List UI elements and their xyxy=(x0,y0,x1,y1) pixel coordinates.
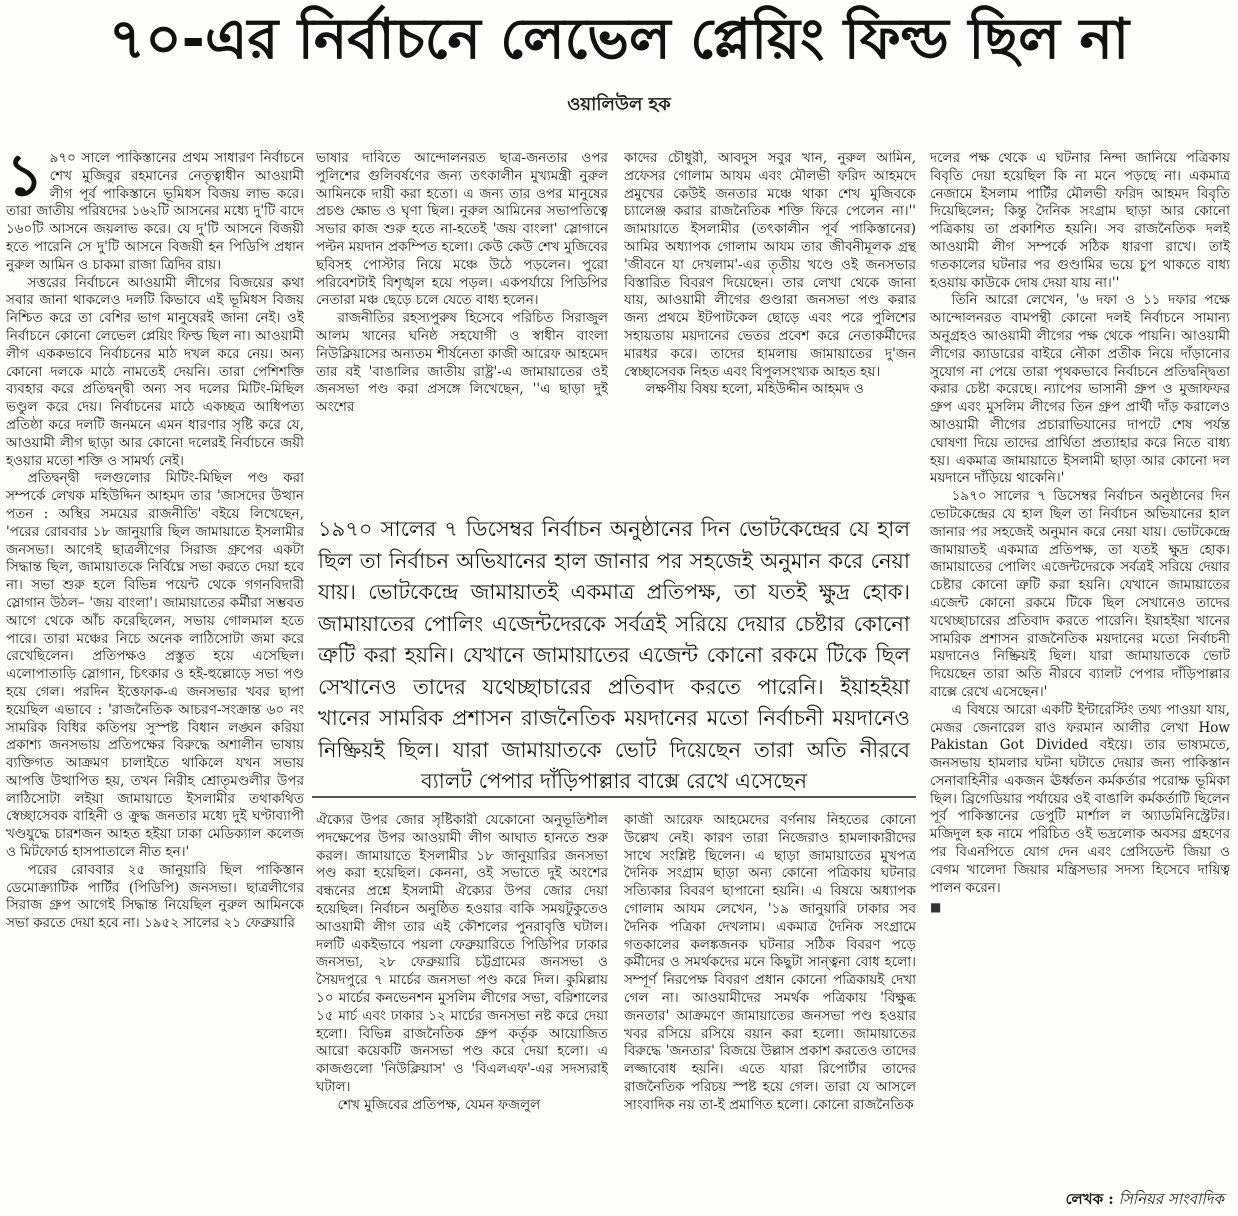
paragraph: ১৯৭০ সালের ৭ ডিসেম্বর নির্বাচন অনুষ্ঠানের দিন ভোটকেন্দ্রের যে হাল ছিল তা নির্বাচন অভিযানের হাল জানার পর সহজেই অনুমান করে নেয়া যায়। ভোটকেন্দ্রে জামায়াতই একমাত্র প্রতিপক্ষ, তা যতই ক্ষুদ্র হোক। জামায়াতের পোলিং এজেন্টদেরকে সর্বত্রই সরিয়ে দেয়ার চেষ্টার কোনো ত্রুটি করা হয়নি। যেখানে জামায়াতের এজেন্ট কোনো রকমে টিকে ছিল সেখানেও তাদের যথেচ্ছাচারের প্রতিবাদ করতে পারেনি। ইয়াহইয়া খানের সামরিক প্রশাসন রাজনৈতিক ময়দানের মতো নির্বাচনী ময়দানেও নিষ্ক্রিয়ই ছিল। যারা জামায়াতকে ভোট দিয়েছেন তারা অতি নীরবে ব্যালট পেপার দাঁড়িপাল্লার বাক্সে রেখে এসেছেন।' xyxy=(930,488,1230,700)
end-mark-icon: ■ xyxy=(930,900,942,915)
article-column-3-top xyxy=(624,150,916,502)
byline: ওয়ালিউল হক xyxy=(567,94,671,115)
article-column-3-bottom xyxy=(624,812,916,1197)
pull-quote xyxy=(312,506,916,798)
paragraph: পরের রোববার ২৫ জানুয়ারি ছিল পাকিস্তান ডেমোক্র্যাটিক পার্টির (পিডিপি) জনসভা। ছাত্রলীগের সিরাজ গ্রুপ আগেই সিদ্ধান্ত নিয়েছিল নুরুল আমিনকে সভা করতে দেয়া হবে না। ১৯৫২ সালের ২১ ফেব্রুয়ারি xyxy=(6,861,304,932)
paragraph: কাজী আরেফ আহমেদের বর্ণনায় নিহতের কোনো উল্লেখ নেই। কারণ তারা নিজেরাও হামলাকারীদের সাথে সংশ্লিষ্ট ছিলেন। এ ছাড়া জামায়াতের মুখপত্র দৈনিক সংগ্রাম ছাড়া অন্য কোনো পত্রিকায় ঘটনার সত্যিকার বিবরণ ছাপানো হয়নি। এ বিষয়ে অধ্যাপক গোলাম আযম লেখেন, '১৯ জানুয়ারি ঢাকার সব দৈনিক পত্রিকা দেখলাম। একমাত্র দৈনিক সংগ্রামে গতকালের কলঙ্কজনক ঘটনার সঠিক বিবরণ পড়ে কর্মীদের ও সমর্থকদের মনে কিছুটা সান্ত্বনা বোধ হলো। সম্পূর্ণ নিরপেক্ষ বিবরণ প্রধান কোনো পত্রিকায়ই দেখা গেল না। আওয়ামীদের সমর্থক পত্রিকায় 'বিক্ষুব্ধ জনতার' আক্রমণে জামায়াতের জনসভা পণ্ড হওয়ার খবর রসিয়ে রসিয়ে বয়ান করা হলো। জামায়াতের বিরুদ্ধে 'জনতার' বিজয়ে উল্লাস প্রকাশ করতেও তাদের লজ্জাবোধ হয়নি। এতে যারা রিপোর্টার তাদের রাজনৈতিক পরিচয় স্পষ্ট হয়ে গেল। তারা যে আসলে সাংবাদিক নয় তা-ই প্রমাণিত হলো। কোনো রাজনৈতিক xyxy=(624,812,916,1113)
paragraph: দলের পক্ষ থেকে এ ঘটনার নিন্দা জানিয়ে পত্রিকায় বিবৃতি দেয়া হয়েছিল কি না মনে পড়ছে না। একমাত্র নেজামে ইসলাম পার্টির মৌলভী ফরিদ আহমদ বিবৃতি দিয়েছিলেন; কিন্তু দৈনিক সংগ্রাম ছাড়া আর কোনো পত্রিকায় তা প্রকাশিত হয়নি। সব রাজনৈতিক দলই আওয়ামী লীগ সম্পর্কে সঠিক ধারণা রাখে। তাই গতকালের ঘটনার পর গুণ্ডামির ভয়ে চুপ থাকতে বাধ্য হওয়ায় কাউকে দোষ দেয়া যায় না।'' xyxy=(930,150,1230,291)
pull-quote-text: ১৯৭০ সালের ৭ ডিসেম্বর নির্বাচন অনুষ্ঠানের দিন ভোটকেন্দ্রের যে হাল ছিল তা নির্বাচন অভিযানের হাল জানার পর সহজেই অনুমান করে নেয়া যায়। ভোটকেন্দ্রে জামায়াতই একমাত্র প্রতিপক্ষ, তা যতই ক্ষুদ্র হোক। জামায়াতের পোলিং এজেন্টদেরকে সর্বত্রই সরিয়ে দেয়ার চেষ্টার কোনো ত্রুটি করা হয়নি। যেখানে জামায়াতের এজেন্ট কোনো রকমে টিকে ছিল সেখানেও তাদের যথেচ্ছাচারের প্রতিবাদ করতে পারেনি। ইয়াহইয়া খানের সামরিক প্রশাসন রাজনৈতিক ময়দানের মতো নির্বাচনী ময়দানেও নিষ্ক্রিয়ই ছিল। যারা জামায়াতকে ভোট দিয়েছেন তারা অতি নীরবে ব্যালট পেপার দাঁড়িপাল্লার বাক্সে রেখে এসেছেন xyxy=(318,517,910,793)
article-column-2-bottom xyxy=(316,812,608,1197)
paragraph: সত্তরের নির্বাচনে আওয়ামী লীগের বিজয়ের কথা সবার জানা থাকলেও দলটি কিভাবে এই ভূমিধস বিজয় নিশ্চিত করে তা বেশির ভাগ মানুষেরই জানা নেই। ওই নির্বাচনে কোনো লেভেল প্লেয়িং ফিল্ড ছিল না। আওয়ামী লীগ এককভাবে নির্বাচনের মাঠ দখল করে নেয়। অন্য কোনো দলকে মাঠে নামতেই দেয়নি। তারা পেশিশক্তি ব্যবহার করে প্রতিদ্বন্দ্বী অন্য সব দলের মিটিং-মিছিল ভণ্ডুল করে দেয়। নির্বাচনের মাঠে একচ্ছত্র আধিপত্য প্রতিষ্ঠা করে দলটি জনমনে এমন ধারণার সৃষ্টি করে যে, আওয়ামী লীগ ছাড়া আর কোনো দলেরই নির্বাচনে জয়ী হওয়ার মতো শক্তি ও সামর্থ্য নেই। xyxy=(6,274,304,469)
paragraph: তিনি আরো লেখেন, '৬ দফা ও ১১ দফার পক্ষে আন্দোলনরত বামপন্থী কোনো দলই নির্বাচনে সামান্য অনুগ্রহও আওয়ামী লীগের পক্ষ থেকে পায়নি। আওয়ামী লীগের ক্যাডারের বাইরে নৌকা প্রতীক নিয়ে দাঁড়ানোর সুযোগ না পেয়ে তারা পৃথকভাবে নির্বাচনে প্রতিদ্বন্দ্বিতা করার চেষ্টা করেছে। ন্যাপের ভাসানী গ্রুপ ও মুজাফফর গ্রুপ এবং মুসলিম লীগের তিন গ্রুপ প্রার্থী দাঁড় করালেও আওয়ামী লীগের প্রচারাভিযানের দাপটে শেষ পর্যন্ত ঘোষণা দিয়ে তাদের প্রার্থিতা প্রত্যাহার করে নিতে বাধ্য হয়। একমাত্র জামায়াতে ইসলামী ছাড়া আর কোনো দল ময়দানে দাঁড়িয়ে থাকেনি।' xyxy=(930,292,1230,487)
author-note-role: সিনিয়র সাংবাদিক xyxy=(1118,1190,1224,1208)
paragraph: ঐক্যের উপর জোর সৃষ্টিকারী যেকোনো অনুভূতিশীল পদক্ষেপের উপর আওয়ামী লীগ আঘাত হানতে শুরু করল। জামায়াতে ইসলামীর ১৮ জানুয়ারির জনসভা পণ্ড করা হয়েছিল। কেননা, ওই সভাতে দুই অংশের বন্ধনের প্রশ্নে ইসলামী ঐক্যের উপর জোর দেয়া হয়েছিল। নির্বাচন অনুষ্ঠিত হওয়ার বাকি সময়টুকুতেও আওয়ামী লীগ তার এই কৌশলের পুনরাবৃত্তি ঘটাল। দলটি একইভাবে পয়লা ফেব্রুয়ারিতে পিডিপির ঢাকার জনসভা, ২৮ ফেব্রুয়ারি চট্টগ্রামের জনসভা ও সৈয়দপুরে ৭ মার্চের জনসভা পণ্ড করে দিল। কুমিল্লায় ১০ মার্চের কনভেনশন মুসলিম লীগের সভা, বরিশালের ১৫ মার্চ এবং ঢাকার ১২ মার্চের জনসভা নষ্ট করে দেয়া হলো। বিভিন্ন রাজনৈতিক গ্রুপ কর্তৃক আয়োজিত আরো কয়েকটি জনসভা পণ্ড করে দেয়া হলো। এ কাজগুলো 'নিউক্লিয়াস' ও 'বিএলএফ'-এর সদস্যরাই ঘটাল। xyxy=(316,812,608,1095)
paragraph: কাদের চৌধুরী, আবদুস সবুর খান, নুরুল আমিন, প্রফেসর গোলাম আযম এবং মৌলভী ফরিদ আহমদে প্রমুখের কেউই জনতার মঞ্চে থাকা শেখ মুজিবকে চ্যালেঞ্জ করার রাজনৈতিক শক্তি ফিরে পেলেন না।'' জামায়াতে ইসলামীর (তৎকালীন পূর্ব পাকিস্তানের) আমির অধ্যাপক গোলাম আযম তার জীবনীমূলক গ্রন্থ 'জীবনে যা দেখলাম'-এর তৃতীয় খণ্ডে ওই জনসভার বিস্তারিত বিবরণ দিয়েছেন। তার লেখা থেকে জানা যায়, আওয়ামী লীগের গুণ্ডারা জনসভা পণ্ড করার জন্য প্রথমে ইটপাটকেল ছোড়ে এবং পরে পুলিশের সহায়তায় ময়দানের ভেতর প্রবেশ করে নেতাকর্মীদের মারধর করে। তাদের হামলায় জামায়াতের দু'জন স্বেচ্ছাসেবক নিহত এবং বিপুলসংখ্যক আহত হয়। xyxy=(624,150,916,380)
paragraph: রাজনীতির রহস্যপুরুষ হিসেবে পরিচিত সিরাজুল আলম খানের ঘনিষ্ঠ সহযোগী ও স্বাধীন বাংলা নিউক্লিয়াসের অন্যতম শীর্ষনেতা কাজী আরেফ আহমেদ তার বই 'বাঙালির জাতীয় রাষ্ট্র'-এ জামায়াতের ওই জনসভা পণ্ড করা প্রসঙ্গে লিখেছেন, ''এ ছাড়া দুই অংশের xyxy=(316,310,608,416)
drop-cap: ১ xyxy=(6,150,44,209)
author-note xyxy=(1065,1188,1224,1210)
paragraph: ভাষার দাবিতে আন্দোলনরত ছাত্র-জনতার ওপর পুলিশের গুলিবর্ষণের জন্য তৎকালীন মুখ্যমন্ত্রী নুরুল আমিনকে দায়ী করা হতো। এ জন্য তার ওপর মানুষের প্রচণ্ড ক্ষোভ ও ঘৃণা ছিল। নুরুল আমিনের সভাপতিত্বে সভার কাজ শুরু হতে না-হতেই 'জয় বাংলা' স্লোগানে পল্টন ময়দান প্রকম্পিত হলো। কেউ কেউ শেখ মুজিবের ছবিসহ পোস্টার নিয়ে মঞ্চে উঠে পড়লেন। পুরো পরিবেশটাই বিশৃঙ্খল হয়ে পড়ল। একপর্যায়ে পিডিপির নেতারা মঞ্চ ছেড়ে চলে যেতে বাধ্য হলেন। xyxy=(316,150,608,309)
article-column-2-top xyxy=(316,150,608,502)
headline: ৭০-এর নির্বাচনে লেভেল প্লেয়িং ফিল্ড ছিল না xyxy=(108,7,1130,72)
author-note-label: লেখক : xyxy=(1065,1190,1114,1208)
paragraph: এ বিষয়ে আরো একটি ইন্টারেস্টিং তথ্য পাওয়া যায়, মেজর জেনারেল রাও ফরমান আলীর লেখা How Pakistan Got Divided বইয়ে। তার ভাষ্যমতে, জনসভায় হামলার ঘটনা ঘটাতে দেয়ার জন্য পাকিস্তান সেনাবাহিনীর একজন ঊর্ধ্বতন কর্মকর্তার পরোক্ষ ভূমিকা ছিল। ব্রিগেডিয়ার পর্যায়ের ওই বাঙালি কর্মকর্তাটি ছিলেন পূর্ব পাকিস্তানের ডেপুটি মার্শাল ল অ্যাডমিনিস্ট্রেটর। মজিদুল হক নামে পরিচিত ওই ভদ্রলোক অবসর গ্রহণের পর বিএনপিতে যোগ দেন এবং প্রেসিডেন্ট জিয়া ও বেগম খালেদা জিয়ার মন্ত্রিসভার সদস্য হিসেবে দায়িত্ব পালন করেন। xyxy=(930,701,1230,896)
paragraph: লক্ষণীয় বিষয় হলো, মহিউদ্দীন আহমদ ও xyxy=(645,381,864,398)
paragraph: প্রতিদ্বন্দ্বী দলগুলোর মিটিং-মিছিল পণ্ড করা সম্পর্কে লেখক মহিউদ্দিন আহমদ তার 'জাসদের উত্থান পতন : অস্থির সময়ের রাজনীতি' বইয়ে লিখেছেন, 'পরের রোববার ১৮ জানুয়ারি ছিল জামায়াতে ইসলামীর জনসভা। আগেই ছাত্রলীগের সিরাজ গ্রুপের একটা সিদ্ধান্ত ছিল, জামায়াতকে নির্বিঘ্নে সভা করতে দেয়া হবে না। সভা শুরু হলে বিভিন্ন পয়েন্ট থেকে গগনবিদারী স্লোগান উঠল– 'জয় বাংলা'। জামায়াতের কর্মীরা সম্ভবত আগে থেকে আঁচ করেছিলেন, সভায় গোলমাল হতে পারে। তারা মঞ্চের নিচে অনেক লাঠিসোটা জমা করে রেখেছিলেন। প্রতিপক্ষও প্রস্তুত হয়ে এসেছিল। এলোপাতাড়ি স্লোগান, চিৎকার ও হই-হুল্লোড়ে সভা পণ্ড হয়ে গেল। পরদিন ইত্তেফাক-এ জনসভার খবর ছাপা হয়েছিল এভাবে : 'রাজনৈতিক আচরণ-সংক্রান্ত ৬০ নং সামরিক বিধির কতিপয় সুস্পষ্ট বিধান লঙ্ঘন করিয়া প্রকাশ্য জনসভায় প্রতিপক্ষের বিরুদ্ধে অশালীন ভাষায় ব্যক্তিগত আক্রমণ চালাইতে থাকিলে যখন সভায় আপত্তি উত্থাপিত হয়, তখন নিরীহ শ্রোতৃমণ্ডলীর উপর লাঠিসোটা লইয়া জামায়াতে ইসলামীর তথাকথিত স্বেচ্ছাসেবক বাহিনী ও ক্রুদ্ধ জনতার মধ্যে দুই ঘণ্টাব্যাপী খণ্ডযুদ্ধে চারশজন আহত হইয়া ঢাকা মেডিক্যাল কলেজ ও মিটফোর্ড হাসপাতালে নীত হন।' xyxy=(6,470,304,861)
paragraph xyxy=(6,150,304,275)
article-column-1 xyxy=(6,150,304,1195)
article-column-4 xyxy=(930,150,1230,1180)
paragraph: শেখ মুজিবের প্রতিপক্ষ, যেমন ফজলুল xyxy=(337,1096,541,1113)
paragraph-text: ৯৭০ সালে পাকিস্তানের প্রথম সাধারণ নির্বাচনে শেখ মুজিবুর রহমানের নেতৃত্বাধীন আওয়ামী লীগ পূর্ব পাকিস্তানে ভূমিধস বিজয় লাভ করে। তারা জাতীয় পরিষদের ১৬২টি আসনের মধ্যে দু'টি বাদে ১৬০টি আসনে জয়লাভ করে। যে দু'টি আসনে বিজয়ী হতে পারেনি সে দু'টি আসনে বিজয়ী হন পিডিপি প্রধান নুরুল আমিন ও চাকমা রাজা ত্রিদিব রায়। xyxy=(6,150,304,273)
